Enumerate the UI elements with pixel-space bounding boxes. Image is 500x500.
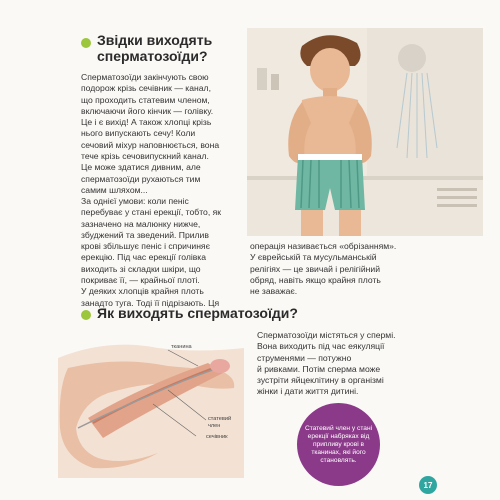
section1-left-line: включаючи його кінчик — голівку. [81, 105, 214, 116]
section1-wide-line: перебуває у стані ерекції, тобто, як [81, 207, 222, 218]
section1-wide-line: крові збільшує пеніс і спричиняє [81, 241, 210, 252]
section1-paragraph-right [250, 241, 450, 297]
green-bullet-icon [81, 38, 91, 48]
section2-paragraph [257, 330, 457, 398]
section2-line: струменями — потужно [257, 352, 352, 363]
section1-right-line: релігіях — це звичай і релігійний [250, 263, 380, 274]
section2-heading: Як виходять сперматозоїди? [97, 305, 298, 321]
page-number-badge: 17 [419, 476, 437, 494]
section1-left-line: Сперматозоїди закінчують свою [81, 72, 209, 82]
section2-line: й ривками. Потім сперма може [257, 363, 381, 374]
section1-wide-line: ерекцію. Під час ерекції голівка [81, 252, 207, 263]
green-bullet-icon [81, 310, 91, 320]
section1-left-line: сечовий міхур наповнюється, вона [81, 139, 220, 150]
section1-left-line: самим шляхом... [81, 184, 148, 195]
section1-wide-line: покриває її, — крайньої плоті. [81, 275, 200, 286]
boy-bathroom-illustration [247, 28, 483, 236]
section1-right-line: не заважає. [250, 286, 298, 297]
section1-wide-line: зазначено на малюнку нижче, [81, 218, 201, 229]
bathroom-scene-image [247, 28, 483, 236]
section1-wide-line: За однієї умови: коли пеніс [81, 196, 189, 206]
section1-left-line: нього випускають сечу! Коли [81, 128, 196, 139]
section1-left-line: Це і є вихід! А також хлопці крізь [81, 117, 212, 128]
section1-heading-line1: Звідки виходять [97, 32, 213, 48]
section1-right-line: обряд, навіть якщо крайня плоть [250, 274, 381, 285]
section1-left-line: Це може здатися дивним, але [81, 162, 201, 173]
section2-line: Сперматозоїди містяться у спермі. [257, 330, 396, 340]
member-label: статевий член [208, 416, 232, 429]
section1-wide-line: виходить зі складки шкіри, що [81, 263, 201, 274]
section2-line: жінки і дати життя дитині. [257, 386, 359, 397]
section1-paragraph-left [81, 72, 246, 196]
anatomy-diagram-image [48, 328, 244, 478]
section1-paragraph-wide [81, 196, 246, 309]
section1-wide-line: збуджений та зведений. Прилив [81, 229, 209, 240]
section1-wide-line: У деяких хлопців крайня плоть [81, 286, 204, 297]
anatomy-illustration [48, 328, 244, 478]
info-bubble [297, 403, 380, 486]
section1-wide-line: занадто туга. Тоді її підрізають. Ця [81, 297, 220, 308]
section1-heading [97, 32, 212, 64]
urethra-label: сечівник [206, 434, 228, 440]
section1-right-line: У єврейській та мусульманській [250, 252, 377, 263]
section1-left-line: сперматозоїди рухаються тим [81, 173, 201, 184]
section1-left-line: подорож крізь сечівник — канал, [81, 83, 211, 94]
section1-heading-line2: сперматозоїди? [97, 48, 208, 64]
section1-left-line: що проходить статевим членом, [81, 94, 210, 105]
info-bubble-text: Статевий член у стані ерекції набряках від припливу крові в тканинах, які його становлять. [304, 424, 373, 464]
section1-right-line: операція називається «обрізанням». [250, 241, 397, 251]
section2-line: зустріти яйцеклітину в організмі [257, 375, 384, 386]
section2-line: Вона виходить під час еякуляції [257, 341, 385, 352]
tissue-label: тканина [171, 344, 192, 350]
section1-left-line: тече крізь сечовипускний канал. [81, 151, 209, 162]
